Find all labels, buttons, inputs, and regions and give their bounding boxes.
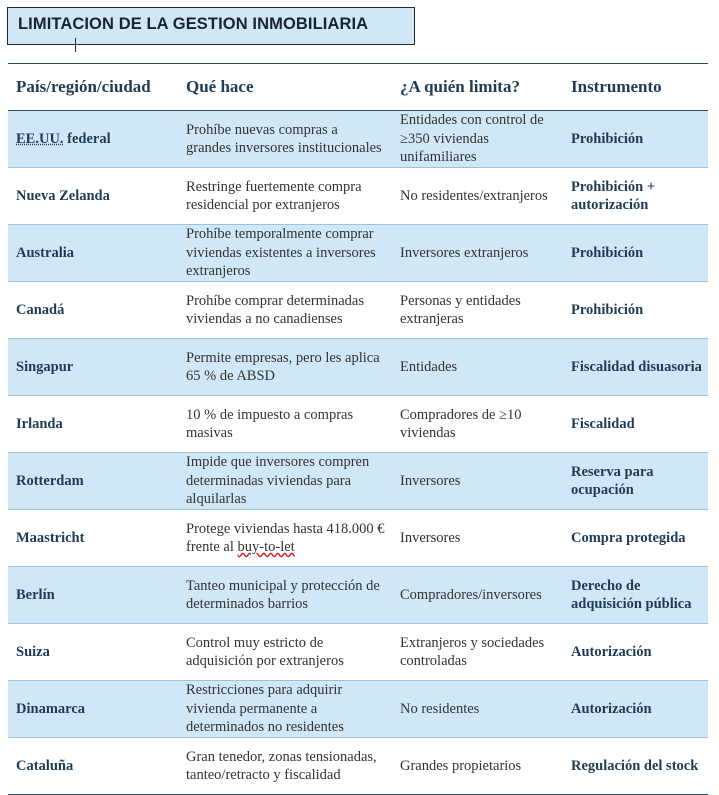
what-text: Protege viviendas hasta 418.000 € frente al	[186, 520, 385, 555]
cell-place: Rotterdam	[8, 453, 178, 510]
cell-instrument: Prohibición	[563, 111, 708, 168]
title-box	[7, 7, 415, 45]
table-row	[8, 339, 708, 396]
cell-instrument: Fiscalidad disuasoria	[563, 339, 708, 396]
table-row	[8, 111, 708, 168]
cell-who: Entidades con control de ≥350 viviendas unifamiliares	[392, 111, 563, 168]
table-row	[8, 567, 708, 624]
cell-what: Prohíbe nuevas compras a grandes inversores institucionales	[178, 111, 392, 168]
document-title: LIMITACION DE LA GESTION INMOBILIARIA	[18, 15, 369, 33]
cell-what: Tanteo municipal y protección de determinados barrios	[178, 567, 392, 624]
table-row	[8, 396, 708, 453]
cell-place: Canadá	[8, 282, 178, 339]
cell-instrument: Reserva para ocupación	[563, 453, 708, 510]
cell-instrument: Prohibición	[563, 282, 708, 339]
cell-instrument: Prohibición	[563, 225, 708, 282]
cell-who: Inversores	[392, 510, 563, 567]
table-header-row	[8, 64, 708, 111]
table-row	[8, 453, 708, 510]
cell-instrument: Fiscalidad	[563, 396, 708, 453]
cell-who: Inversores	[392, 453, 563, 510]
place-suffix: federal	[63, 130, 111, 147]
cell-instrument: Prohibición + autorización	[563, 168, 708, 225]
table-row	[8, 168, 708, 225]
cell-place: Maastricht	[8, 510, 178, 567]
cell-what: Restringe fuertemente compra residencial por extranjeros	[178, 168, 392, 225]
header-who: ¿A quién limita?	[392, 64, 563, 111]
spellcheck-term: buy-to-let	[237, 539, 295, 555]
table-row	[8, 624, 708, 681]
cell-what	[178, 510, 392, 567]
cell-what: Control muy estricto de adquisición por extranjeros	[178, 624, 392, 681]
cell-instrument: Autorización	[563, 681, 708, 738]
cell-who: Grandes propietarios	[392, 738, 563, 795]
cell-place: Nueva Zelanda	[8, 168, 178, 225]
regulation-table	[8, 63, 708, 795]
cell-instrument: Derecho de adquisición pública	[563, 567, 708, 624]
cell-place: Cataluña	[8, 738, 178, 795]
cell-place: Irlanda	[8, 396, 178, 453]
cell-who: Compradores de ≥10 viviendas	[392, 396, 563, 453]
header-instrument: Instrumento	[563, 64, 708, 111]
cell-who: Inversores extranjeros	[392, 225, 563, 282]
cell-place: Berlín	[8, 567, 178, 624]
table-row	[8, 738, 708, 795]
cell-place: Suiza	[8, 624, 178, 681]
place-abbrev: EE.UU.	[16, 130, 64, 147]
cell-who: Compradores/inversores	[392, 567, 563, 624]
cell-who: No residentes	[392, 681, 563, 738]
table-row	[8, 510, 708, 567]
table-row	[8, 225, 708, 282]
table-row	[8, 282, 708, 339]
cell-place: Singapur	[8, 339, 178, 396]
cell-instrument: Regulación del stock	[563, 738, 708, 795]
cell-who: Extranjeros y sociedades controladas	[392, 624, 563, 681]
cell-what: Gran tenedor, zonas tensionadas, tanteo/retracto y fiscalidad	[178, 738, 392, 795]
text-cursor	[75, 38, 76, 52]
cell-what: Restricciones para adquirir vivienda permanente a determinados no residentes	[178, 681, 392, 738]
cell-who: Personas y entidades extranjeras	[392, 282, 563, 339]
table-row	[8, 681, 708, 738]
cell-what: 10 % de impuesto a compras masivas	[178, 396, 392, 453]
cell-who: No residentes/extranjeros	[392, 168, 563, 225]
cell-instrument: Autorización	[563, 624, 708, 681]
cell-place: Dinamarca	[8, 681, 178, 738]
cell-what: Prohíbe comprar determinadas viviendas a no canadienses	[178, 282, 392, 339]
cell-place	[8, 111, 178, 168]
header-country: País/región/ciudad	[8, 64, 178, 111]
cell-instrument: Compra protegida	[563, 510, 708, 567]
cell-what: Permite empresas, pero les aplica 65 % de ABSD	[178, 339, 392, 396]
cell-who: Entidades	[392, 339, 563, 396]
cell-place: Australia	[8, 225, 178, 282]
header-what: Qué hace	[178, 64, 392, 111]
cell-what: Prohíbe temporalmente comprar viviendas existentes a inversores extranjeros	[178, 225, 392, 282]
cell-what: Impide que inversores compren determinadas viviendas para alquilarlas	[178, 453, 392, 510]
